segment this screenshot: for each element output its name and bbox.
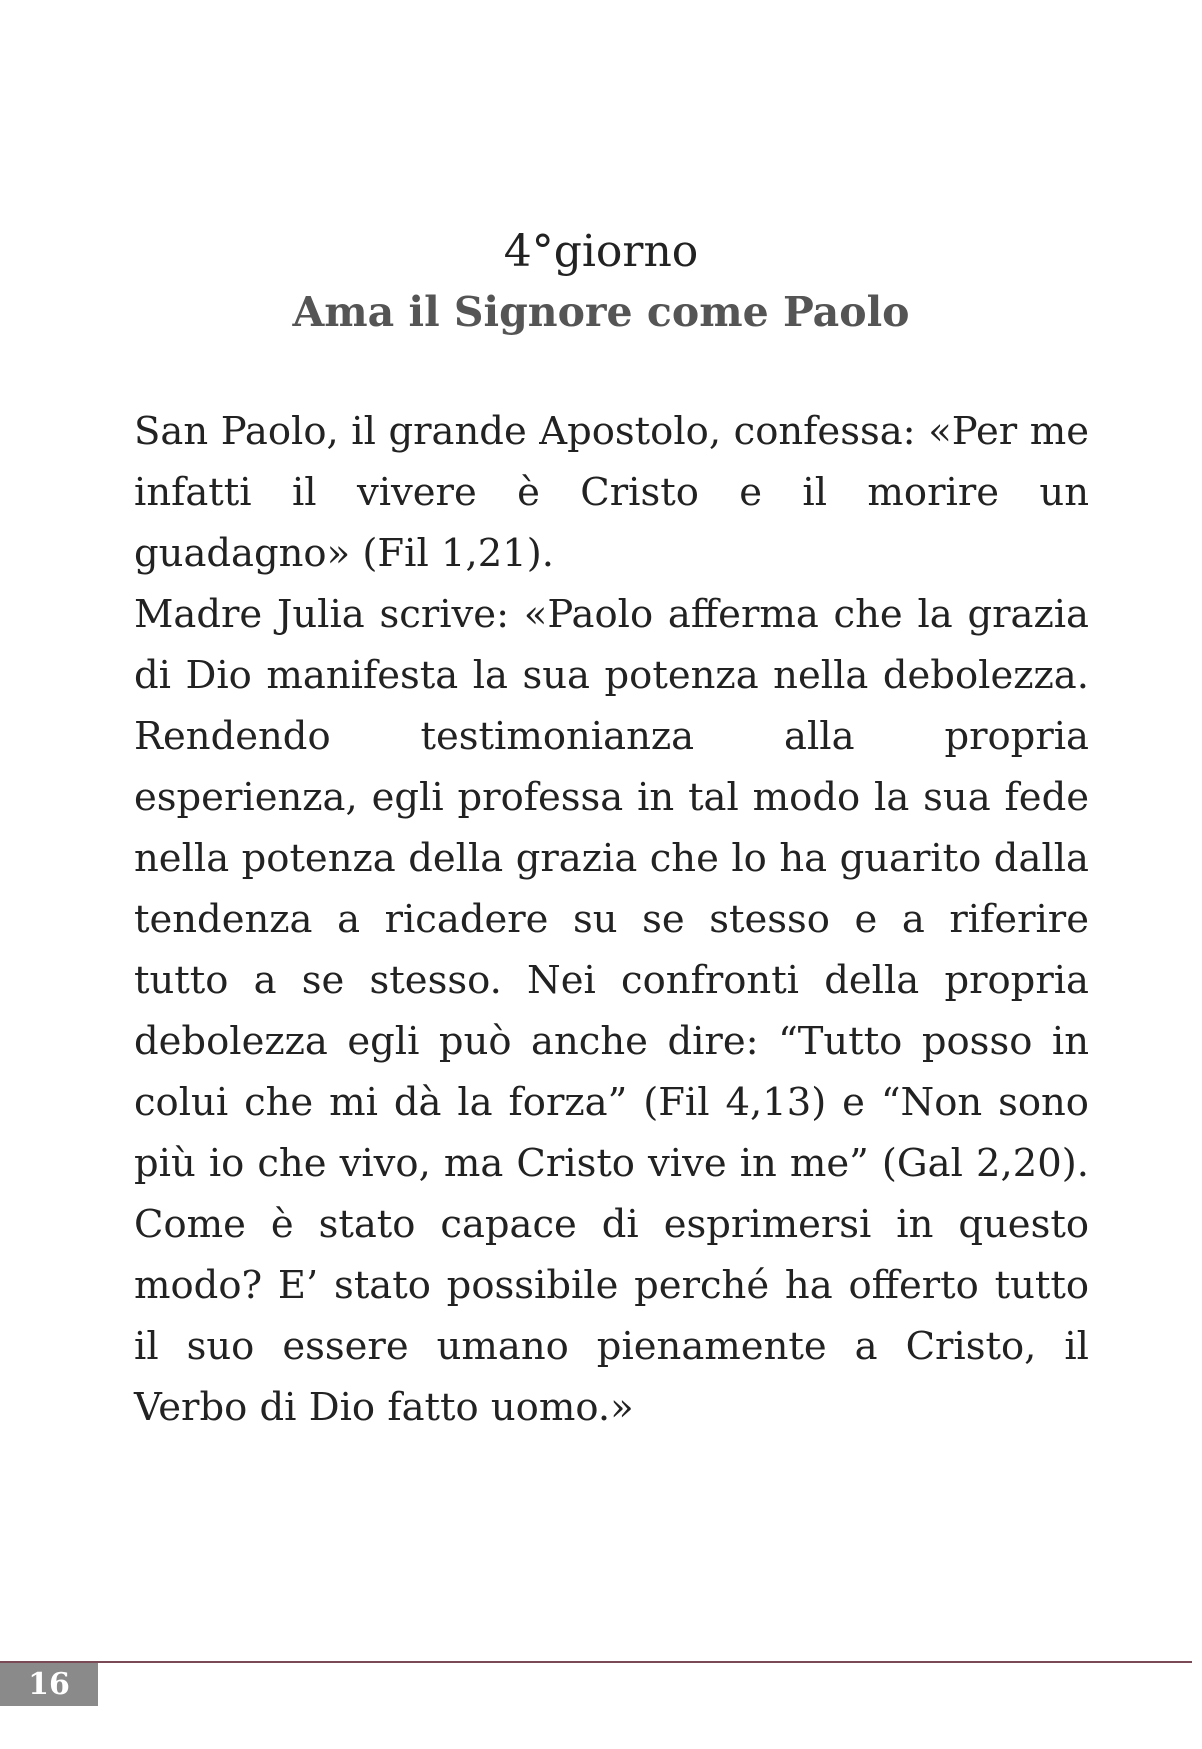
page-number: 16: [0, 1663, 98, 1706]
paragraph-1: San Paolo, il grande Apostolo, confessa: «Per me infatti il vivere è Cristo e il morire un guadagno» (Fil 1,21).: [134, 409, 1089, 576]
chapter-title: Ama il Signore come Paolo: [292, 288, 910, 336]
day-label: 4°giorno: [503, 226, 699, 277]
paragraph-2: Madre Julia scrive: «Paolo afferma che la grazia di Dio manifesta la sua potenza nella debolezza. Rendendo testimonianza alla propria esperienza, egli professa in tal modo la sua fede nella potenza della grazia che lo ha guarito dalla tendenza a ricadere su se stesso e a riferire tutto a se stesso. Nei confronti della propria debolezza egli può anche dire: “Tutto posso in colui che mi dà la forza” (Fil 4,13) e “Non sono più io che vivo, ma Cristo vive in me” (Gal 2,20). Come è stato capace di esprimersi in questo modo? E’ stato possibile perché ha offerto tutto il suo essere umano pienamente a Cristo, il Verbo di Dio fatto uomo.»: [134, 592, 1089, 1430]
footer-rule: [0, 1661, 1192, 1663]
body-text: [134, 401, 1089, 1438]
